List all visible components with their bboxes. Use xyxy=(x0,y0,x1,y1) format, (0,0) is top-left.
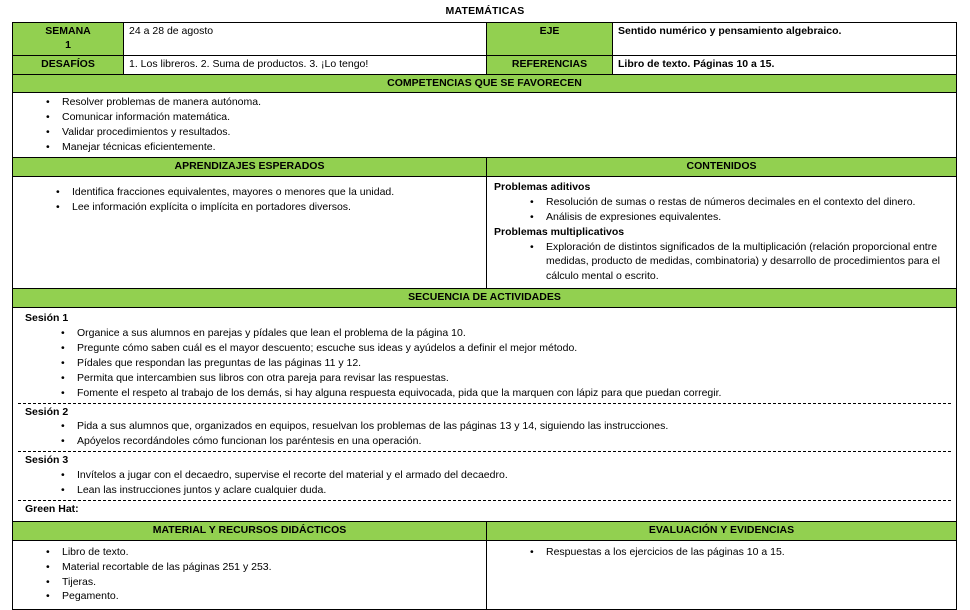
table-row-week xyxy=(13,23,957,56)
session-block-1 xyxy=(18,310,951,403)
material-heading: MATERIAL Y RECURSOS DIDÁCTICOS xyxy=(13,521,487,540)
page-title: MATEMÁTICAS xyxy=(445,5,525,17)
contenidos-group-list-aditivos xyxy=(492,195,951,225)
list-item: • Resolución de sumas o restas de números decimales en el contexto del dinero. xyxy=(544,195,951,210)
competencias-cell xyxy=(13,93,957,158)
aprendizajes-heading: APRENDIZAJES ESPERADOS xyxy=(13,158,487,177)
list-item: • Pegamento. xyxy=(60,589,481,604)
list-item: • Exploración de distintos significados de la multiplicación (relación proporcional entre medidas, producto de medidas, combinatoria) y desarrollo de procedimientos para el cálculo mental o escrito. xyxy=(544,240,951,285)
session-title: Sesión 3 xyxy=(25,454,69,467)
semana-header-cell xyxy=(13,23,124,56)
list-item: • Lean las instrucciones juntos y aclare cualquier duda. xyxy=(75,483,946,498)
list-item: • Pida a sus alumnos que, organizados en equipos, resuelvan los problemas de las páginas 13 y 14, siguiendo las instrucciones. xyxy=(75,419,946,434)
aprendizajes-list xyxy=(18,185,481,215)
material-list xyxy=(18,545,481,605)
secuencia-heading: SECUENCIA DE ACTIVIDADES xyxy=(13,289,957,308)
contenidos-group-title: Problemas aditivos xyxy=(494,180,591,193)
table-row-secuencia-body xyxy=(13,308,957,522)
green-hat-label: Green Hat: xyxy=(25,503,79,515)
semana-label: SEMANA xyxy=(45,25,91,37)
eje-header-cell: EJE xyxy=(487,23,613,56)
contenidos-group-title: Problemas multiplicativos xyxy=(494,225,625,238)
contenidos-group-list-multiplicativos xyxy=(492,240,951,285)
material-cell xyxy=(13,540,487,610)
table-row-material-evaluacion-body xyxy=(13,540,957,610)
date-range-cell: 24 a 28 de agosto xyxy=(124,23,487,56)
referencias-header-cell: REFERENCIAS xyxy=(487,55,613,74)
list-item: • Respuestas a los ejercicios de las páginas 10 a 15. xyxy=(544,545,951,560)
list-item: • Pídales que respondan las preguntas de las páginas 11 y 12. xyxy=(75,356,946,371)
list-item: • Comunicar información matemática. xyxy=(60,110,951,125)
table-row-competencias-list xyxy=(13,93,957,158)
session-block-3 xyxy=(18,452,951,501)
evaluacion-cell xyxy=(487,540,957,610)
desafios-header-cell: DESAFÍOS xyxy=(13,55,124,74)
secuencia-cell xyxy=(13,308,957,522)
list-item: • Material recortable de las páginas 251 y 253. xyxy=(60,560,481,575)
contenidos-heading: CONTENIDOS xyxy=(487,158,957,177)
list-item: • Validar procedimientos y resultados. xyxy=(60,125,951,140)
list-item: • Resolver problemas de manera autónoma. xyxy=(60,95,951,110)
list-item: • Pregunte cómo saben cuál es el mayor descuento; escuche sus ideas y ayúdelos a definir el mejor método. xyxy=(75,341,946,356)
list-item: • Apóyelos recordándoles cómo funcionan los paréntesis en una operación. xyxy=(75,434,946,449)
session-title: Sesión 1 xyxy=(25,312,69,325)
list-item: • Tijeras. xyxy=(60,575,481,590)
desafios-value-cell: 1. Los libreros. 2. Suma de productos. 3. ¡Lo tengo! xyxy=(124,55,487,74)
competencias-heading: COMPETENCIAS QUE SE FAVORECEN xyxy=(13,74,957,93)
competencias-list xyxy=(18,95,951,155)
list-item: • Lee información explícita o implícita en portadores diversos. xyxy=(70,200,481,215)
table-row-desafios xyxy=(13,55,957,74)
session-title: Sesión 2 xyxy=(25,405,69,418)
session-activity-list xyxy=(23,326,946,401)
aprendizajes-cell xyxy=(13,176,487,288)
session-activity-list xyxy=(23,468,946,498)
list-item: • Permita que intercambien sus libros con otra pareja para revisar las respuestas. xyxy=(75,371,946,386)
semana-number: 1 xyxy=(65,38,71,51)
planning-table xyxy=(12,22,957,610)
table-row-aprendizajes-contenidos-body xyxy=(13,176,957,288)
list-item: • Organice a sus alumnos en parejas y pídales que lean el problema de la página 10. xyxy=(75,326,946,341)
list-item: • Fomente el respeto al trabajo de los demás, si hay alguna respuesta equivocada, pida que la marquen con lápiz para que puedan corregir. xyxy=(75,386,946,401)
referencias-value-cell: Libro de texto. Páginas 10 a 15. xyxy=(613,55,957,74)
evaluacion-list xyxy=(492,545,951,560)
contenidos-cell xyxy=(487,176,957,288)
evaluacion-heading: EVALUACIÓN Y EVIDENCIAS xyxy=(487,521,957,540)
list-item: • Libro de texto. xyxy=(60,545,481,560)
session-block-2 xyxy=(18,404,951,453)
eje-value-cell: Sentido numérico y pensamiento algebraico. xyxy=(613,23,957,56)
list-item: • Análisis de expresiones equivalentes. xyxy=(544,210,951,225)
table-row-competencias-heading xyxy=(13,74,957,93)
session-activity-list xyxy=(23,419,946,449)
table-row-aprendizajes-contenidos-heading xyxy=(13,158,957,177)
list-item: • Manejar técnicas eficientemente. xyxy=(60,140,951,155)
table-row-secuencia-heading xyxy=(13,289,957,308)
table-row-material-evaluacion-heading xyxy=(13,521,957,540)
list-item: • Identifica fracciones equivalentes, mayores o menores que la unidad. xyxy=(70,185,481,200)
planning-table-wrapper xyxy=(12,22,956,610)
list-item: • Invítelos a jugar con el decaedro, supervise el recorte del material y el armado del decaedro. xyxy=(75,468,946,483)
